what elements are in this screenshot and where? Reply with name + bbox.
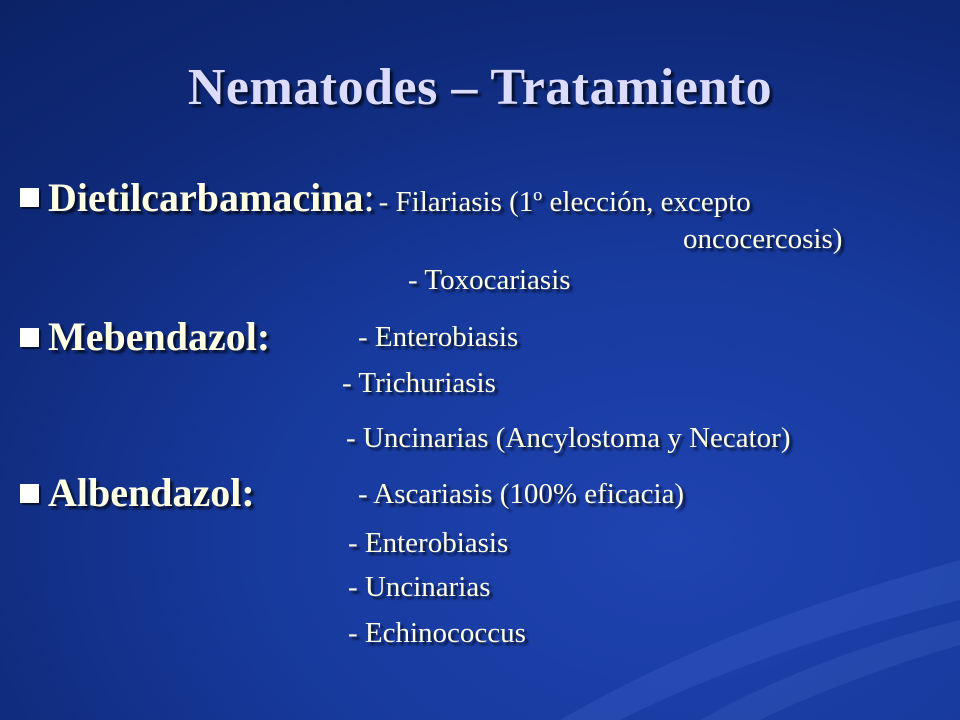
- bullet-dietilcarbamacina: [20, 188, 39, 207]
- drug-colon: :: [363, 175, 375, 220]
- slide-title: Nematodes – Tratamiento: [187, 59, 773, 116]
- use-filariasis: - Filariasis (1º elección, excepto: [378, 186, 751, 218]
- use-filariasis-cont: oncocercosis): [683, 223, 843, 255]
- bullet-albendazol: [20, 484, 39, 503]
- drug-row-albendazol: [48, 469, 255, 516]
- use-uncinarias: - Uncinarias: [348, 571, 491, 603]
- drug-name-dietilcarbamacina: Dietilcarbamacina: [48, 175, 364, 220]
- drug-row-mebendazol: [48, 313, 270, 360]
- use-echinococcus: - Echinococcus: [348, 617, 526, 649]
- use-trichuriasis: - Trichuriasis: [342, 367, 496, 399]
- drug-name-albendazol: Albendazol:: [48, 470, 255, 515]
- use-ascariasis: - Ascariasis (100% eficacia): [358, 478, 685, 510]
- drug-row-dietilcarbamacina: [48, 174, 751, 221]
- use-enterobiasis-albendazol: - Enterobiasis: [348, 527, 509, 559]
- use-uncinarias-ancylostoma: - Uncinarias (Ancylostoma y Necator): [346, 422, 791, 454]
- bullet-mebendazol: [20, 328, 39, 347]
- drug-name-mebendazol: Mebendazol:: [48, 314, 271, 359]
- use-enterobiasis: - Enterobiasis: [358, 321, 519, 353]
- use-toxocariasis: - Toxocariasis: [408, 264, 571, 296]
